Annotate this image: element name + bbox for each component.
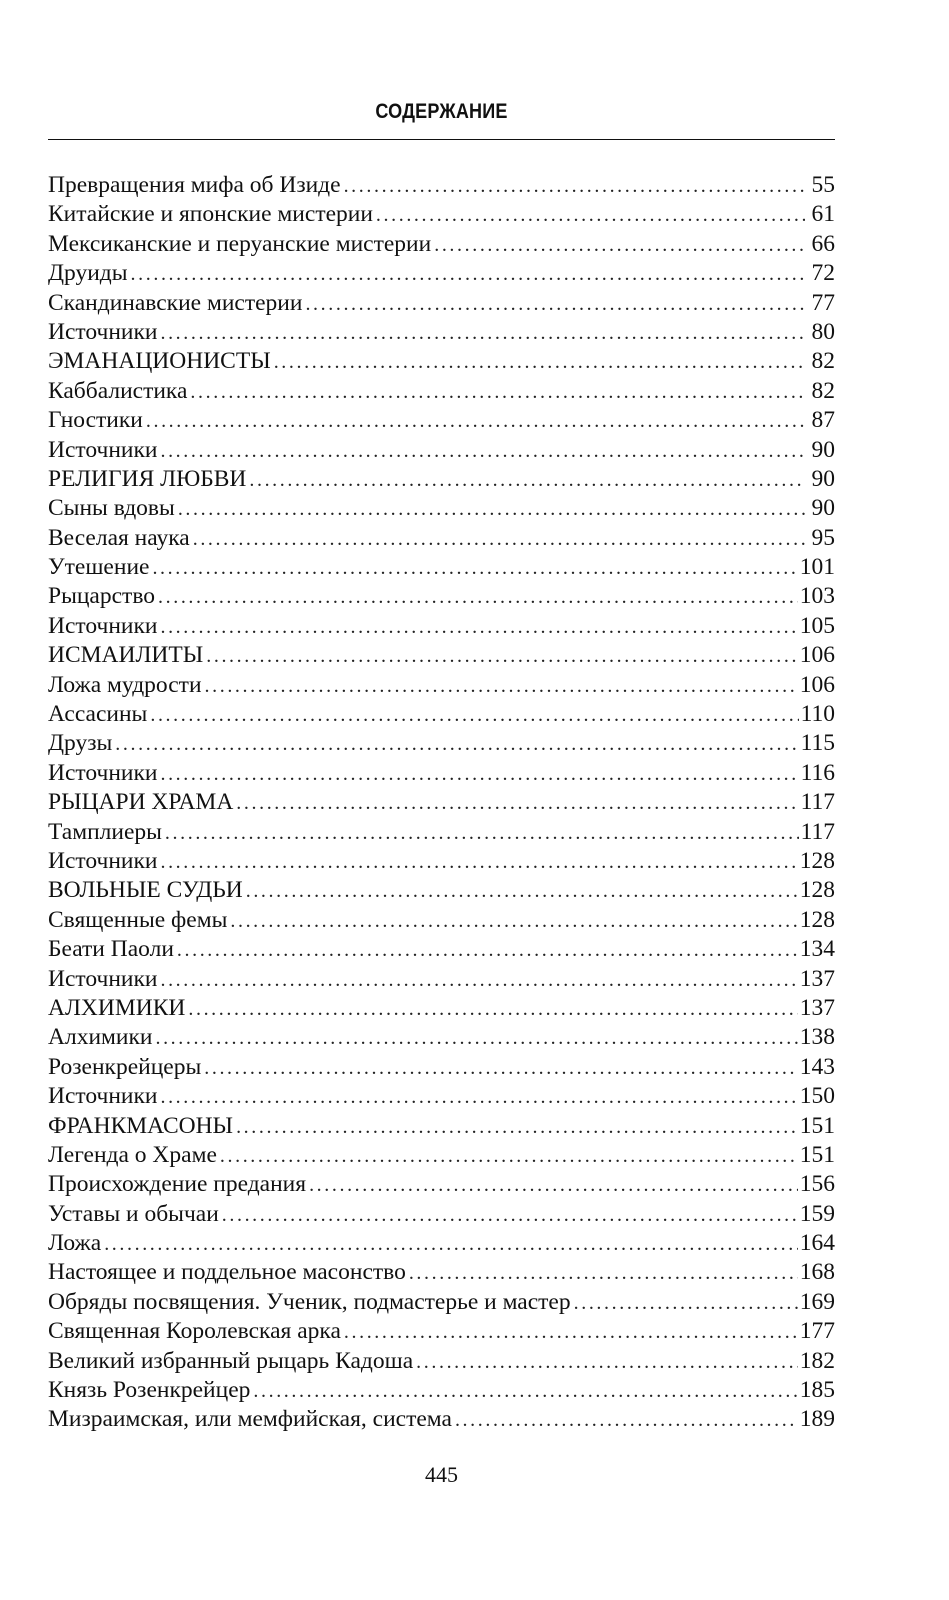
toc-entry-title: Уставы и обычаи xyxy=(48,1200,219,1227)
toc-entry-page: 128 xyxy=(799,877,835,904)
toc-entry-title: Священная Королевская арка xyxy=(48,1318,341,1345)
toc-entry xyxy=(48,230,835,259)
toc-entry xyxy=(48,259,835,288)
toc-dot-leader xyxy=(115,730,798,759)
toc-entry-page: 90 xyxy=(811,436,835,463)
toc-entry xyxy=(48,1112,835,1141)
toc-entry-page: 151 xyxy=(799,1141,835,1168)
toc-dot-leader xyxy=(206,642,798,671)
toc-entry-page: 115 xyxy=(800,730,835,757)
toc-entry-title: Веселая наука xyxy=(48,524,190,551)
toc-entry xyxy=(48,1082,835,1111)
toc-entry-page: 110 xyxy=(800,701,835,728)
toc-dot-leader xyxy=(236,789,798,818)
toc-entry-title: Скандинавские мистерии xyxy=(48,289,303,316)
toc-entry-title: Князь Розенкрейцер xyxy=(48,1377,251,1404)
toc-entry-title: Сыны вдовы xyxy=(48,495,175,522)
toc-dot-leader xyxy=(152,554,797,583)
toc-entry xyxy=(48,1317,835,1346)
toc-dot-leader xyxy=(222,1201,798,1230)
toc-entry xyxy=(48,1053,835,1082)
toc-entry-title: Источники xyxy=(48,1083,158,1110)
toc-dot-leader xyxy=(409,1259,798,1288)
toc-dot-leader xyxy=(190,378,805,407)
toc-entry-title: Ассасины xyxy=(48,701,148,728)
toc-dot-leader xyxy=(220,1142,798,1171)
toc-dot-leader xyxy=(160,1083,797,1112)
toc-entry-page: 169 xyxy=(799,1288,835,1315)
toc-entry xyxy=(48,1023,835,1052)
toc-entry xyxy=(48,171,835,200)
toc-dot-leader xyxy=(376,201,805,230)
toc-entry xyxy=(48,700,835,729)
toc-dot-leader xyxy=(150,701,798,730)
toc-dot-leader xyxy=(204,1054,798,1083)
toc-entry-page: 82 xyxy=(811,377,835,404)
toc-entry-page: 150 xyxy=(799,1083,835,1110)
toc-entry xyxy=(48,436,835,465)
toc-entry-title: Легенда о Храме xyxy=(48,1141,217,1168)
toc-entry-page: 101 xyxy=(799,554,835,581)
toc-entry xyxy=(48,1347,835,1376)
toc-entry-title: РЕЛИГИЯ ЛЮБВИ xyxy=(48,465,247,492)
toc-dot-leader xyxy=(249,466,805,495)
toc-entry-page: 117 xyxy=(800,789,835,816)
toc-entry-page: 128 xyxy=(799,847,835,874)
toc-entry-page: 90 xyxy=(811,495,835,522)
toc-dot-leader xyxy=(236,1113,798,1142)
toc-entry-title: ВОЛЬНЫЕ СУДЬИ xyxy=(48,877,243,904)
toc-entry-title: Розенкрейцеры xyxy=(48,1053,202,1080)
header-rule xyxy=(48,139,835,140)
toc-entry-title: Источники xyxy=(48,612,158,639)
toc-entry-page: 105 xyxy=(799,612,835,639)
toc-entry-title: Беати Паоли xyxy=(48,936,174,963)
toc-entry xyxy=(48,1170,835,1199)
toc-entry xyxy=(48,377,835,406)
toc-entry-page: 55 xyxy=(811,172,835,198)
toc-dot-leader xyxy=(146,407,805,436)
toc-entry xyxy=(48,1200,835,1229)
toc-dot-leader xyxy=(158,583,798,612)
toc-entry xyxy=(48,935,835,964)
toc-entry-page: 156 xyxy=(799,1171,835,1198)
toc-entry-page: 159 xyxy=(799,1200,835,1227)
toc-entry-page: 106 xyxy=(799,671,835,698)
toc-dot-leader xyxy=(104,1230,798,1259)
toc-dot-leader xyxy=(155,1024,797,1053)
toc-entry-title: Друиды xyxy=(48,260,128,287)
toc-entry xyxy=(48,1229,835,1258)
toc-entry-page: 137 xyxy=(799,994,835,1021)
toc-entry-page: 82 xyxy=(811,348,835,375)
toc-entry-page: 72 xyxy=(811,260,835,287)
toc-dot-leader xyxy=(230,907,797,936)
toc-entry-page: 106 xyxy=(799,642,835,669)
toc-entry xyxy=(48,612,835,641)
toc-entry xyxy=(48,289,835,318)
toc-dot-leader xyxy=(344,172,805,201)
toc-entry-page: 138 xyxy=(799,1024,835,1051)
toc-dot-leader xyxy=(416,1348,798,1377)
toc-entry-page: 143 xyxy=(799,1053,835,1080)
toc-entry-title: Тамплиеры xyxy=(48,818,162,845)
toc-entry-page: 95 xyxy=(811,524,835,551)
toc-entry-page: 87 xyxy=(811,407,835,434)
toc-entry-title: Китайские и японские мистерии xyxy=(48,201,373,228)
toc-dot-leader xyxy=(131,260,805,289)
toc-entry-title: Источники xyxy=(48,965,158,992)
toc-entry-title: Ложа мудрости xyxy=(48,671,202,698)
toc-dot-leader xyxy=(305,290,805,319)
toc-entry-page: 103 xyxy=(799,583,835,610)
toc-entry-page: 90 xyxy=(811,465,835,492)
toc-entry xyxy=(48,876,835,905)
toc-entry-title: Ложа xyxy=(48,1230,102,1257)
toc-entry-title: Обряды посвящения. Ученик, подмастерье и мастер xyxy=(48,1288,571,1315)
toc-entry-title: Источники xyxy=(48,759,158,786)
toc-list xyxy=(48,171,835,1435)
page-header: СОДЕРЖАНИЕ xyxy=(375,100,508,123)
toc-dot-leader xyxy=(246,877,798,906)
toc-entry xyxy=(48,788,835,817)
toc-entry-page: 66 xyxy=(811,230,835,257)
toc-dot-leader xyxy=(160,613,797,642)
toc-dot-leader xyxy=(455,1406,798,1435)
toc-dot-leader xyxy=(188,995,797,1024)
toc-dot-leader xyxy=(165,819,799,848)
toc-entry-title: Мизраимская, или мемфийская, система xyxy=(48,1406,452,1433)
toc-dot-leader xyxy=(344,1318,798,1347)
toc-entry-title: АЛХИМИКИ xyxy=(48,994,186,1021)
toc-entry xyxy=(48,818,835,847)
toc-entry-title: Гностики xyxy=(48,407,143,434)
toc-entry-page: 151 xyxy=(799,1112,835,1139)
toc-entry-page: 116 xyxy=(800,759,835,786)
toc-entry-title: Утешение xyxy=(48,554,150,581)
toc-entry-page: 189 xyxy=(799,1406,835,1433)
toc-entry-title: Алхимики xyxy=(48,1024,153,1051)
toc-entry-page: 137 xyxy=(799,965,835,992)
toc-dot-leader xyxy=(309,1171,798,1200)
toc-dot-leader xyxy=(274,348,805,377)
toc-entry-page: 168 xyxy=(799,1259,835,1286)
toc-entry xyxy=(48,759,835,788)
toc-entry xyxy=(48,553,835,582)
toc-entry-title: Друзы xyxy=(48,730,113,757)
toc-entry xyxy=(48,524,835,553)
toc-dot-leader xyxy=(160,319,805,348)
toc-entry-title: Настоящее и поддельное масонство xyxy=(48,1259,406,1286)
toc-entry xyxy=(48,1288,835,1317)
toc-entry xyxy=(48,200,835,229)
toc-entry-title: Великий избранный рыцарь Кадоша xyxy=(48,1347,414,1374)
toc-entry-title: Источники xyxy=(48,436,158,463)
toc-entry xyxy=(48,729,835,758)
toc-dot-leader xyxy=(177,936,798,965)
toc-entry xyxy=(48,1376,835,1405)
toc-entry-title: РЫЦАРИ ХРАМА xyxy=(48,789,234,816)
toc-entry xyxy=(48,465,835,494)
toc-entry xyxy=(48,494,835,523)
toc-entry-title: ФРАНКМАСОНЫ xyxy=(48,1112,234,1139)
toc-dot-leader xyxy=(160,760,798,789)
toc-entry xyxy=(48,994,835,1023)
toc-entry-page: 164 xyxy=(799,1230,835,1257)
toc-entry-page: 185 xyxy=(799,1377,835,1404)
toc-entry xyxy=(48,847,835,876)
toc-entry-page: 117 xyxy=(800,818,835,845)
toc-entry-page: 177 xyxy=(799,1318,835,1345)
toc-entry xyxy=(48,318,835,347)
toc-entry xyxy=(48,671,835,700)
toc-dot-leader xyxy=(574,1289,798,1318)
toc-dot-leader xyxy=(160,966,797,995)
toc-entry xyxy=(48,965,835,994)
toc-entry xyxy=(48,582,835,611)
toc-entry-title: ЭМАНАЦИОНИСТЫ xyxy=(48,348,271,375)
toc-entry xyxy=(48,406,835,435)
toc-dot-leader xyxy=(434,231,805,260)
toc-entry-title: Источники xyxy=(48,847,158,874)
toc-entry xyxy=(48,1258,835,1287)
toc-entry-page: 134 xyxy=(799,936,835,963)
toc-dot-leader xyxy=(178,495,805,524)
toc-entry-title: Мексиканские и перуанские мистерии xyxy=(48,230,432,257)
toc-dot-leader xyxy=(253,1377,797,1406)
toc-entry xyxy=(48,906,835,935)
toc-entry-page: 80 xyxy=(811,318,835,345)
toc-entry-title: ИСМАИЛИТЫ xyxy=(48,642,204,669)
toc-entry-page: 61 xyxy=(811,201,835,228)
toc-dot-leader xyxy=(160,848,797,877)
toc-entry-title: Священные фемы xyxy=(48,906,228,933)
toc-entry xyxy=(48,1141,835,1170)
toc-entry xyxy=(48,347,835,376)
toc-entry-title: Происхождение предания xyxy=(48,1171,307,1198)
toc-entry-title: Источники xyxy=(48,318,158,345)
toc-dot-leader xyxy=(205,672,798,701)
toc-entry-title: Рыцарство xyxy=(48,583,156,610)
toc-dot-leader xyxy=(160,437,805,466)
toc-entry xyxy=(48,641,835,670)
page-number: 445 xyxy=(425,1462,458,1487)
toc-dot-leader xyxy=(193,525,805,554)
toc-entry-page: 128 xyxy=(799,906,835,933)
toc-entry-page: 77 xyxy=(811,289,835,316)
toc-entry-title: Каббалистика xyxy=(48,377,188,404)
toc-entry xyxy=(48,1405,835,1434)
toc-entry-page: 182 xyxy=(799,1347,835,1374)
toc-entry-title: Превращения мифа об Изиде xyxy=(48,172,341,198)
